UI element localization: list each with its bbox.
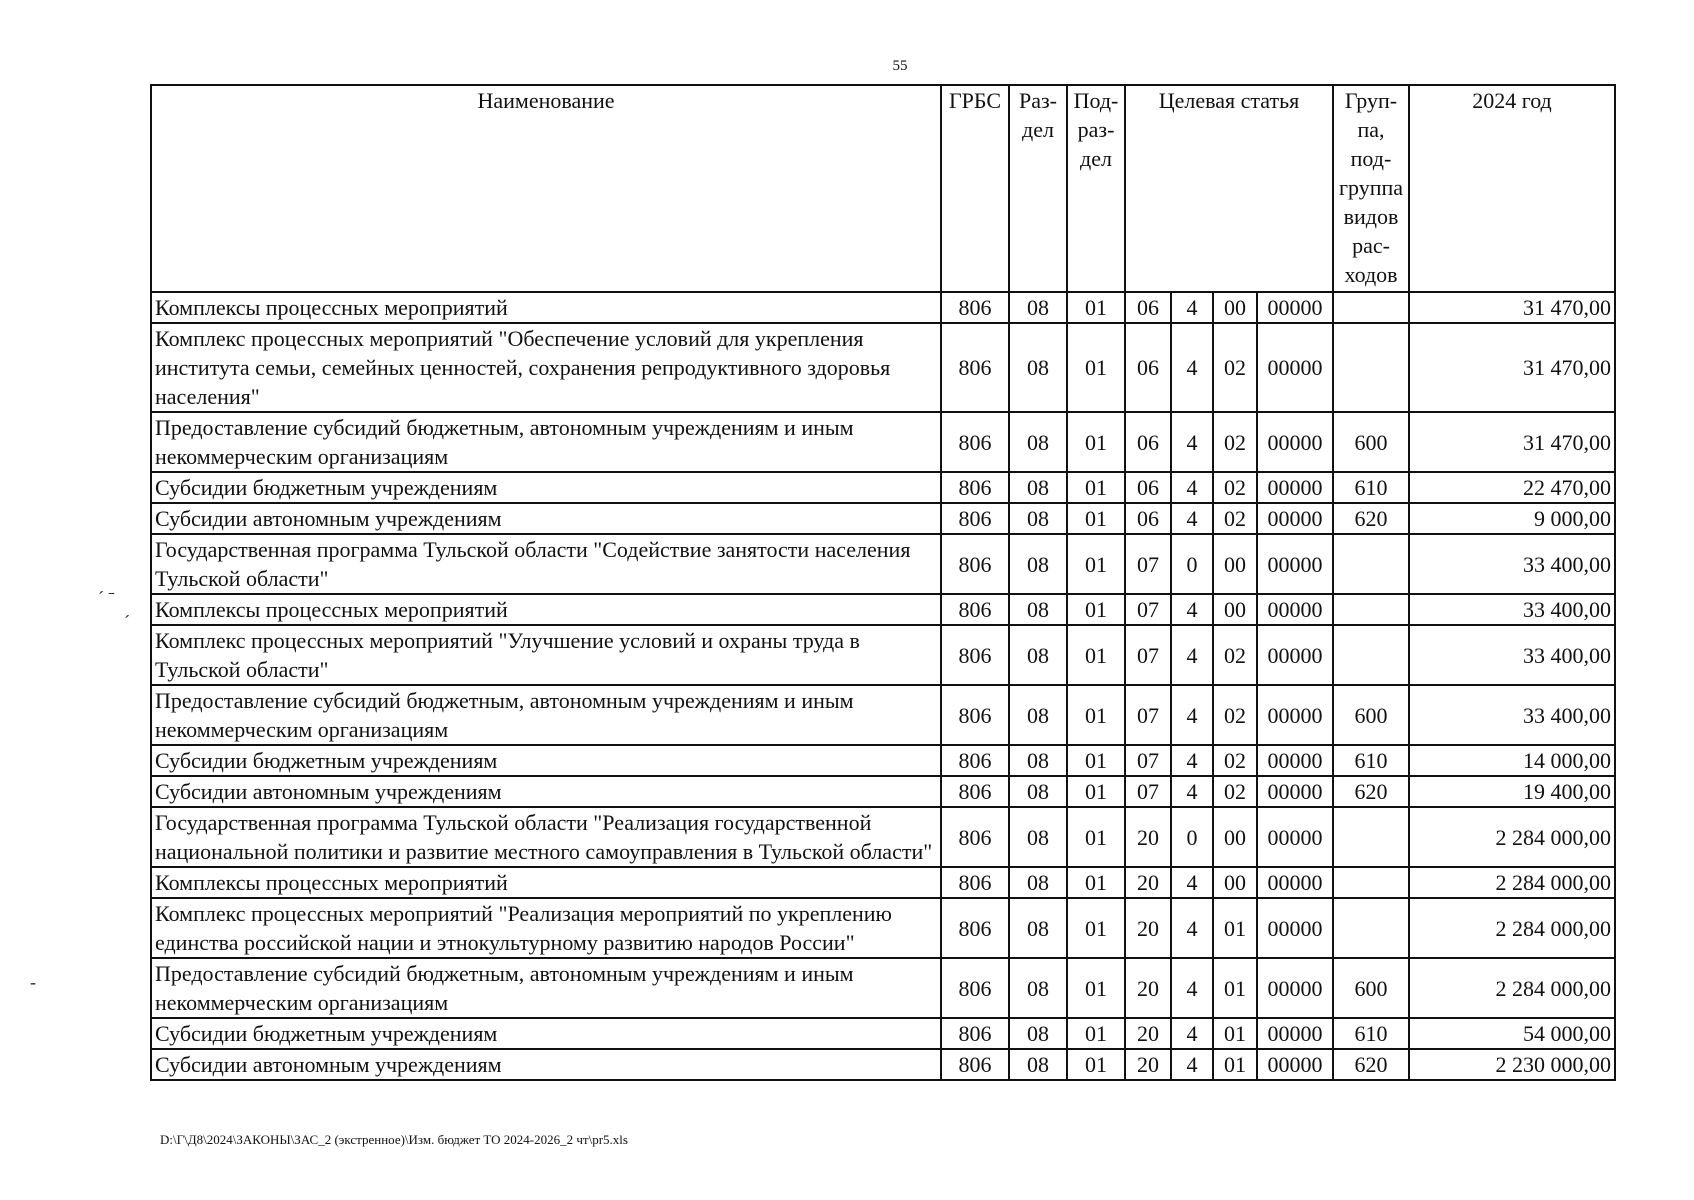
budget-table bbox=[150, 84, 1616, 1081]
cell-name: Государственная программа Тульской области "Содействие занятости населения Тульской области" bbox=[151, 534, 941, 594]
cell-grbs: 806 bbox=[941, 625, 1009, 685]
cell-grbs: 806 bbox=[941, 685, 1009, 745]
cell-t4: 00000 bbox=[1257, 503, 1333, 534]
cell-grbs: 806 bbox=[941, 594, 1009, 625]
cell-rz: 08 bbox=[1009, 292, 1067, 323]
cell-vr: 620 bbox=[1333, 776, 1409, 807]
cell-sum: 2 284 000,00 bbox=[1409, 867, 1615, 898]
cell-pr: 01 bbox=[1067, 898, 1125, 958]
cell-t1: 20 bbox=[1125, 1049, 1171, 1080]
cell-t4: 00000 bbox=[1257, 1018, 1333, 1049]
cell-vr: 610 bbox=[1333, 1018, 1409, 1049]
cell-sum: 54 000,00 bbox=[1409, 1018, 1615, 1049]
cell-t3: 02 bbox=[1213, 685, 1257, 745]
table-row bbox=[151, 472, 1615, 503]
cell-t4: 00000 bbox=[1257, 594, 1333, 625]
cell-rz: 08 bbox=[1009, 807, 1067, 867]
cell-t1: 06 bbox=[1125, 472, 1171, 503]
cell-t4: 00000 bbox=[1257, 412, 1333, 472]
cell-rz: 08 bbox=[1009, 1018, 1067, 1049]
cell-vr: 610 bbox=[1333, 472, 1409, 503]
cell-sum: 19 400,00 bbox=[1409, 776, 1615, 807]
cell-pr: 01 bbox=[1067, 292, 1125, 323]
cell-pr: 01 bbox=[1067, 807, 1125, 867]
cell-pr: 01 bbox=[1067, 958, 1125, 1018]
cell-t1: 20 bbox=[1125, 898, 1171, 958]
cell-pr: 01 bbox=[1067, 867, 1125, 898]
cell-rz: 08 bbox=[1009, 625, 1067, 685]
table-row bbox=[151, 292, 1615, 323]
table-row bbox=[151, 807, 1615, 867]
cell-t3: 00 bbox=[1213, 534, 1257, 594]
cell-grbs: 806 bbox=[941, 745, 1009, 776]
cell-rz: 08 bbox=[1009, 503, 1067, 534]
table-row bbox=[151, 594, 1615, 625]
header-podrazdel: Под- раз- дел bbox=[1067, 85, 1125, 292]
cell-t1: 07 bbox=[1125, 776, 1171, 807]
cell-rz: 08 bbox=[1009, 867, 1067, 898]
cell-name: Субсидии автономным учреждениям bbox=[151, 1049, 941, 1080]
table-row bbox=[151, 745, 1615, 776]
cell-t1: 20 bbox=[1125, 807, 1171, 867]
cell-rz: 08 bbox=[1009, 534, 1067, 594]
cell-rz: 08 bbox=[1009, 412, 1067, 472]
cell-vr bbox=[1333, 292, 1409, 323]
scan-mark: ˊ bbox=[124, 612, 130, 632]
cell-sum: 9 000,00 bbox=[1409, 503, 1615, 534]
cell-t2: 4 bbox=[1171, 685, 1213, 745]
cell-t4: 00000 bbox=[1257, 292, 1333, 323]
cell-t4: 00000 bbox=[1257, 898, 1333, 958]
cell-grbs: 806 bbox=[941, 958, 1009, 1018]
cell-t2: 4 bbox=[1171, 625, 1213, 685]
cell-name: Государственная программа Тульской области "Реализация государственной национальной политики и развитие местного самоуправления в Тульской области" bbox=[151, 807, 941, 867]
cell-t2: 4 bbox=[1171, 323, 1213, 412]
cell-rz: 08 bbox=[1009, 745, 1067, 776]
cell-name: Комплекс процессных мероприятий "Улучшение условий и охраны труда в Тульской области" bbox=[151, 625, 941, 685]
header-razdel: Раз- дел bbox=[1009, 85, 1067, 292]
table-body bbox=[151, 292, 1615, 1080]
cell-rz: 08 bbox=[1009, 1049, 1067, 1080]
cell-t2: 4 bbox=[1171, 1018, 1213, 1049]
cell-vr: 610 bbox=[1333, 745, 1409, 776]
cell-sum: 31 470,00 bbox=[1409, 412, 1615, 472]
cell-vr bbox=[1333, 323, 1409, 412]
table-row bbox=[151, 898, 1615, 958]
cell-t4: 00000 bbox=[1257, 745, 1333, 776]
cell-rz: 08 bbox=[1009, 776, 1067, 807]
cell-t4: 00000 bbox=[1257, 958, 1333, 1018]
cell-rz: 08 bbox=[1009, 323, 1067, 412]
header-grbs: ГРБС bbox=[941, 85, 1009, 292]
cell-t3: 02 bbox=[1213, 625, 1257, 685]
cell-grbs: 806 bbox=[941, 1049, 1009, 1080]
cell-grbs: 806 bbox=[941, 534, 1009, 594]
cell-t1: 06 bbox=[1125, 503, 1171, 534]
cell-grbs: 806 bbox=[941, 472, 1009, 503]
cell-t1: 06 bbox=[1125, 292, 1171, 323]
cell-t3: 02 bbox=[1213, 503, 1257, 534]
cell-sum: 2 284 000,00 bbox=[1409, 898, 1615, 958]
cell-vr: 600 bbox=[1333, 958, 1409, 1018]
cell-sum: 31 470,00 bbox=[1409, 292, 1615, 323]
cell-sum: 31 470,00 bbox=[1409, 323, 1615, 412]
header-row bbox=[151, 85, 1615, 292]
cell-grbs: 806 bbox=[941, 412, 1009, 472]
cell-pr: 01 bbox=[1067, 323, 1125, 412]
cell-t1: 06 bbox=[1125, 323, 1171, 412]
cell-grbs: 806 bbox=[941, 323, 1009, 412]
cell-t4: 00000 bbox=[1257, 807, 1333, 867]
cell-vr: 620 bbox=[1333, 1049, 1409, 1080]
cell-t3: 02 bbox=[1213, 412, 1257, 472]
header-group: Груп- па, под- группа видов рас- ходов bbox=[1333, 85, 1409, 292]
cell-vr bbox=[1333, 594, 1409, 625]
cell-t2: 4 bbox=[1171, 776, 1213, 807]
cell-name: Комплекс процессных мероприятий "Обеспечение условий для укрепления института семьи, семейных ценностей, сохранения репродуктивного здоровья населения" bbox=[151, 323, 941, 412]
table-row bbox=[151, 503, 1615, 534]
cell-t2: 4 bbox=[1171, 412, 1213, 472]
cell-sum: 33 400,00 bbox=[1409, 534, 1615, 594]
cell-t4: 00000 bbox=[1257, 625, 1333, 685]
table-row bbox=[151, 625, 1615, 685]
table-row bbox=[151, 323, 1615, 412]
cell-t1: 20 bbox=[1125, 958, 1171, 1018]
cell-grbs: 806 bbox=[941, 1018, 1009, 1049]
cell-grbs: 806 bbox=[941, 503, 1009, 534]
cell-t1: 07 bbox=[1125, 625, 1171, 685]
cell-t3: 01 bbox=[1213, 958, 1257, 1018]
cell-t3: 00 bbox=[1213, 594, 1257, 625]
cell-t2: 4 bbox=[1171, 472, 1213, 503]
table-row bbox=[151, 412, 1615, 472]
cell-vr: 620 bbox=[1333, 503, 1409, 534]
cell-vr bbox=[1333, 534, 1409, 594]
cell-pr: 01 bbox=[1067, 745, 1125, 776]
cell-t1: 07 bbox=[1125, 534, 1171, 594]
cell-name: Комплексы процессных мероприятий bbox=[151, 867, 941, 898]
cell-t3: 02 bbox=[1213, 323, 1257, 412]
cell-vr bbox=[1333, 898, 1409, 958]
cell-t1: 07 bbox=[1125, 685, 1171, 745]
cell-t4: 00000 bbox=[1257, 776, 1333, 807]
cell-name: Комплекс процессных мероприятий "Реализация мероприятий по укреплению единства российской нации и этнокультурному развитию народов России" bbox=[151, 898, 941, 958]
cell-name: Субсидии бюджетным учреждениям bbox=[151, 472, 941, 503]
cell-t2: 4 bbox=[1171, 503, 1213, 534]
cell-t1: 07 bbox=[1125, 594, 1171, 625]
cell-pr: 01 bbox=[1067, 685, 1125, 745]
cell-name: Субсидии бюджетным учреждениям bbox=[151, 1018, 941, 1049]
cell-vr bbox=[1333, 625, 1409, 685]
cell-pr: 01 bbox=[1067, 1018, 1125, 1049]
cell-name: Предоставление субсидий бюджетным, автономным учреждениям и иным некоммерческим организациям bbox=[151, 958, 941, 1018]
cell-grbs: 806 bbox=[941, 807, 1009, 867]
cell-pr: 01 bbox=[1067, 1049, 1125, 1080]
cell-t1: 20 bbox=[1125, 1018, 1171, 1049]
cell-t3: 01 bbox=[1213, 898, 1257, 958]
cell-name: Субсидии автономным учреждениям bbox=[151, 776, 941, 807]
table-row bbox=[151, 776, 1615, 807]
cell-sum: 2 284 000,00 bbox=[1409, 807, 1615, 867]
cell-t2: 0 bbox=[1171, 807, 1213, 867]
cell-grbs: 806 bbox=[941, 776, 1009, 807]
table-row bbox=[151, 685, 1615, 745]
cell-t4: 00000 bbox=[1257, 1049, 1333, 1080]
cell-t2: 4 bbox=[1171, 594, 1213, 625]
cell-name: Предоставление субсидий бюджетным, автономным учреждениям и иным некоммерческим организациям bbox=[151, 412, 941, 472]
cell-t3: 02 bbox=[1213, 776, 1257, 807]
cell-t1: 20 bbox=[1125, 867, 1171, 898]
cell-name: Субсидии бюджетным учреждениям bbox=[151, 745, 941, 776]
cell-pr: 01 bbox=[1067, 412, 1125, 472]
cell-sum: 33 400,00 bbox=[1409, 685, 1615, 745]
cell-rz: 08 bbox=[1009, 898, 1067, 958]
table-row bbox=[151, 867, 1615, 898]
header-year: 2024 год bbox=[1409, 85, 1615, 292]
cell-t3: 02 bbox=[1213, 745, 1257, 776]
cell-t2: 4 bbox=[1171, 958, 1213, 1018]
cell-t4: 00000 bbox=[1257, 472, 1333, 503]
cell-name: Комплексы процессных мероприятий bbox=[151, 594, 941, 625]
cell-sum: 22 470,00 bbox=[1409, 472, 1615, 503]
cell-t3: 00 bbox=[1213, 867, 1257, 898]
cell-t3: 02 bbox=[1213, 472, 1257, 503]
cell-t4: 00000 bbox=[1257, 867, 1333, 898]
cell-t2: 4 bbox=[1171, 292, 1213, 323]
file-path-footer: D:\Г\Д8\2024\ЗАКОНЫ\ЗАС_2 (экстренное)\Изм. бюджет ТО 2024-2026_2 чт\pr5.xls bbox=[160, 1132, 628, 1147]
cell-grbs: 806 bbox=[941, 292, 1009, 323]
table-row bbox=[151, 534, 1615, 594]
cell-name: Комплексы процессных мероприятий bbox=[151, 292, 941, 323]
scan-mark: - bbox=[30, 972, 36, 992]
cell-pr: 01 bbox=[1067, 625, 1125, 685]
cell-pr: 01 bbox=[1067, 594, 1125, 625]
cell-t3: 00 bbox=[1213, 292, 1257, 323]
cell-pr: 01 bbox=[1067, 776, 1125, 807]
cell-t1: 07 bbox=[1125, 745, 1171, 776]
cell-grbs: 806 bbox=[941, 898, 1009, 958]
cell-pr: 01 bbox=[1067, 534, 1125, 594]
table-row bbox=[151, 1018, 1615, 1049]
cell-t4: 00000 bbox=[1257, 323, 1333, 412]
cell-pr: 01 bbox=[1067, 472, 1125, 503]
cell-vr bbox=[1333, 867, 1409, 898]
table-row bbox=[151, 1049, 1615, 1080]
cell-sum: 33 400,00 bbox=[1409, 594, 1615, 625]
cell-t2: 4 bbox=[1171, 867, 1213, 898]
header-target: Целевая статья bbox=[1125, 85, 1333, 292]
cell-name: Субсидии автономным учреждениям bbox=[151, 503, 941, 534]
cell-rz: 08 bbox=[1009, 958, 1067, 1018]
scan-mark: ˊ ˉ bbox=[98, 588, 115, 608]
cell-vr bbox=[1333, 807, 1409, 867]
cell-t3: 00 bbox=[1213, 807, 1257, 867]
cell-sum: 2 230 000,00 bbox=[1409, 1049, 1615, 1080]
cell-grbs: 806 bbox=[941, 867, 1009, 898]
cell-t4: 00000 bbox=[1257, 534, 1333, 594]
cell-vr: 600 bbox=[1333, 685, 1409, 745]
page-number: 55 bbox=[892, 58, 908, 74]
cell-t3: 01 bbox=[1213, 1049, 1257, 1080]
cell-rz: 08 bbox=[1009, 594, 1067, 625]
cell-t2: 4 bbox=[1171, 745, 1213, 776]
cell-sum: 14 000,00 bbox=[1409, 745, 1615, 776]
header-name: Наименование bbox=[151, 85, 941, 292]
cell-name: Предоставление субсидий бюджетным, автономным учреждениям и иным некоммерческим организациям bbox=[151, 685, 941, 745]
cell-t4: 00000 bbox=[1257, 685, 1333, 745]
cell-sum: 33 400,00 bbox=[1409, 625, 1615, 685]
cell-t1: 06 bbox=[1125, 412, 1171, 472]
cell-t2: 4 bbox=[1171, 898, 1213, 958]
cell-t3: 01 bbox=[1213, 1018, 1257, 1049]
cell-sum: 2 284 000,00 bbox=[1409, 958, 1615, 1018]
cell-rz: 08 bbox=[1009, 472, 1067, 503]
cell-vr: 600 bbox=[1333, 412, 1409, 472]
table-row bbox=[151, 958, 1615, 1018]
cell-t2: 0 bbox=[1171, 534, 1213, 594]
cell-rz: 08 bbox=[1009, 685, 1067, 745]
cell-pr: 01 bbox=[1067, 503, 1125, 534]
cell-t2: 4 bbox=[1171, 1049, 1213, 1080]
